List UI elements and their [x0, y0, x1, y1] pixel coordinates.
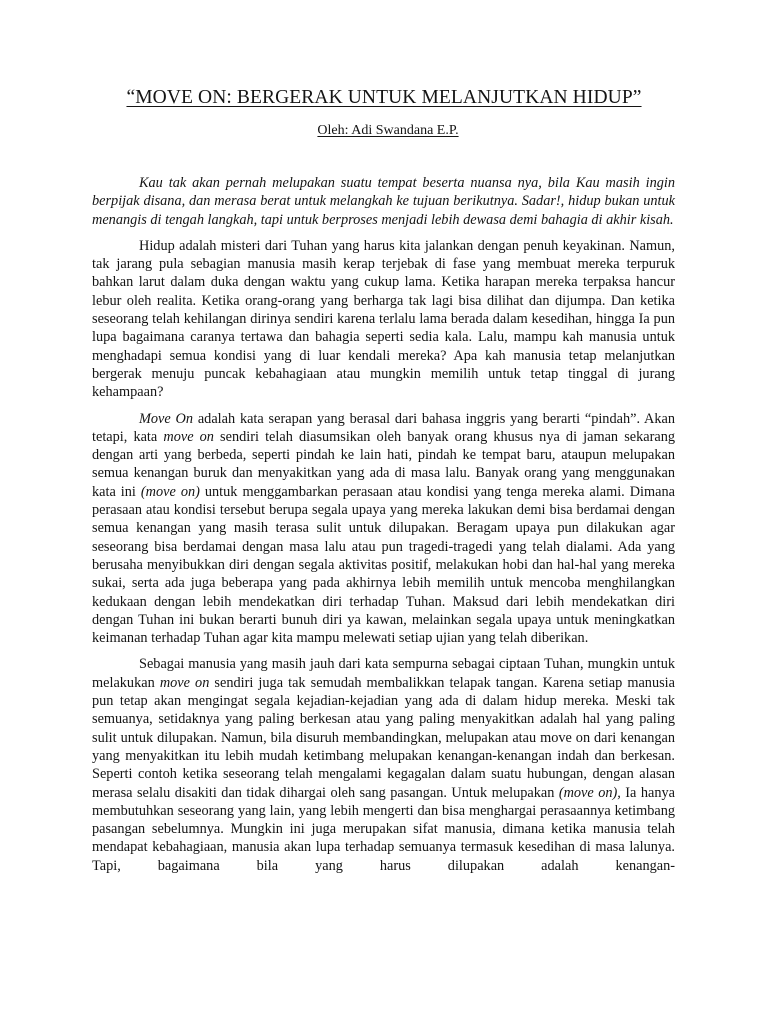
paragraph-2-emphasis: Move On: [139, 410, 194, 427]
paragraph-3-text: Ia hanya membutuhkan seseorang yang lain, yang lebih mengerti dan bisa menghargai perasaannya ketimbang pasangan sebelumnya. Mungkin ini juga merupakan sifat manusia, dimana ketika manusia telah mendapat kebahagiaan, manusia akan lupa terhadap semuanya termasuk kesedihan di masa lalunya. Tapi, bagaimana bila yang harus dilupakan adalah kenangan-: [92, 784, 675, 874]
intro-paragraph: Kau tak akan pernah melupakan suatu tempat beserta nuansa nya, bila Kau masih ingin berpijak disana, dan merasa berat untuk melangkah ke tujuan berikutnya. Sadar!, hidup bukan untuk menangis di tengah langkah, tapi untuk berproses menjadi lebih dewasa demi bahagia di akhir kisah.: [92, 175, 675, 228]
paragraph-2-text: untuk menggambarkan perasaan atau kondisi yang tenga mereka alami. Dimana perasaan atau kondisi tersebut berupa segala upaya yang mereka lakukan demi bisa berdamai dengan semua kenangan yang masih terasa sulit untuk dilupakan. Beragam upaya pun dilakukan agar seseorang bisa berdamai dengan masa lalu atau pun tragedi-tragedi yang telah dialami. Ada yang berusaha menyibukkan diri dengan segala aktivitas positif, melakukan hobi dan hal-hal yang mereka sukai, serta ada juga beberapa yang pada akhirnya lebih memilih untuk mencoba menghilangkan kedukaan dengan lebih mendekatkan diri terhadap Tuhan. Maksud dari lebih mendekatkan diri dengan Tuhan ini bukan berarti bunuh diri ya kawan, melainkan segala upaya untuk meningkatkan keimanan terhadap Tuhan agar kita mampu melewati setiap ujian yang telah diberikan.: [92, 483, 675, 647]
paragraph-3-text: sendiri juga tak semudah membalikkan telapak tangan. Karena setiap manusia pun tetap akan mengingat segala kejadian-kejadian yang ada di dalam hidup mereka. Meski tak semuanya, setidaknya yang paling berkesan atau yang paling menyakitkan adalah hal yang paling sulit untuk dilupakan. Namun, bila disuruh membandingkan, melupakan atau move on dari kenangan yang menyakitkan itu lebih mudah ketimbang melupakan kenangan-kenangan indah dan berkesan. Seperti contoh ketika seseorang telah mengalami kegagalan dalam suatu hubungan, dengan alasan merasa selalu disakiti dan tidak dihargai oleh sang pasangan. Untuk melupakan: [92, 674, 675, 801]
paragraph-1: Hidup adalah misteri dari Tuhan yang harus kita jalankan dengan penuh keyakinan. Namun, tak jarang pula sebagian manusia masih kerap terjebak di fase yang membuat mereka terpuruk bahkan larut dalam duka dengan waktu yang cukup lama. Ketika harapan mereka terpaksa hancur lebur oleh realita. Ketika orang-orang yang berharga tak lagi bisa dilihat dan dijumpa. Dan ketika seseorang telah kehilangan dirinya sendiri karena terlalu lama berada dalam kesedihan, hingga Ia pun lupa bagaimana caranya tertawa dan bahagia seperti sedia kala. Lalu, mampu kah manusia untuk menghadapi semua kondisi yang di luar kendali mereka? Apa kah manusia tetap melanjutkan bergerak menuju puncak kebahagiaan atau mungkin memilih untuk tetap tinggal di jurang kehampaan?: [92, 237, 675, 401]
paragraph-2-text: adalah kata serapan yang berasal dari bahasa inggris yang berarti “pindah”. Akan tetapi, kata: [92, 410, 676, 445]
paragraph-2-emphasis: move on: [163, 428, 214, 445]
document-body: [92, 174, 675, 883]
paragraph-3-emphasis: move on: [159, 674, 210, 691]
paragraph-3: [92, 655, 675, 875]
document-title: “MOVE ON: BERGERAK UNTUK MELANJUTKAN HIDUP”: [126, 87, 642, 108]
paragraph-3-emphasis: (move on),: [558, 784, 621, 801]
paragraph-3-text: Sebagai manusia yang masih jauh dari kata sempurna sebagai ciptaan Tuhan, mungkin untuk melakukan: [92, 656, 675, 691]
paragraph-2: [92, 410, 675, 648]
paragraph-2-text: sendiri telah diasumsikan oleh banyak orang khusus nya di jaman sekarang dengan arti yang berbeda, seperti pindah ke lain hati, pindah ke tempat baru, ataupun melupakan semua kenangan buruk dan menyakitkan yang ada di masa lalu. Banyak orang yang menggunakan kata ini: [92, 428, 675, 500]
author-line: Oleh: Adi Swandana E.P.: [317, 123, 459, 138]
paragraph-2-emphasis: (move on): [140, 483, 200, 500]
